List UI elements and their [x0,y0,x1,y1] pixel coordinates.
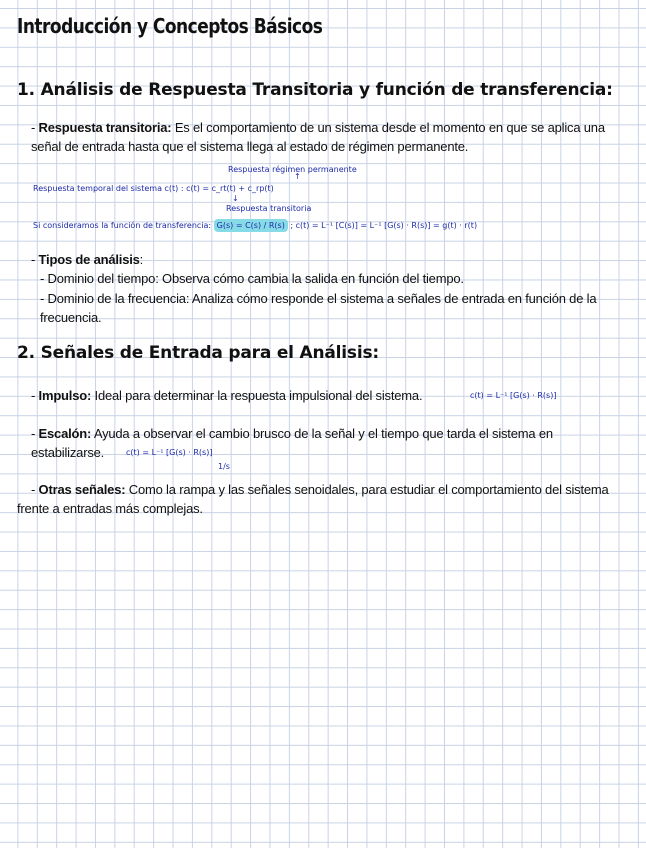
text: Es el comportamiento de un sistema desde el momento en que se aplica una señal de entrada hasta que el sistema llega al estado de régimen permanente. [31,120,605,155]
text: Ideal para determinar la respuesta impulsional del sistema. [91,388,423,403]
handwritten-transitoria: Respuesta transitoria [226,204,312,213]
label: Respuesta transitoria: [38,120,172,135]
tipos-item: - Dominio de la frecuencia: Analiza cómo responde el sistema a señales de entrada en función de la frecuencia. [40,291,597,326]
handwritten-response-eq: Respuesta temporal del sistema c(t) : c(t) = c_rt(t) + c_rp(t) [33,184,274,193]
tipos-heading: - Tipos de análisis: [31,252,144,267]
tf-highlight: G(s) = C(s) / R(s) [214,219,288,232]
tf-intro: Si consideramos la función de transferencia: [33,221,212,230]
arrow-up-icon: ↑ [294,172,301,181]
tipos-item: - Dominio del tiempo: Observa cómo cambia la salida en función del tiempo. [40,271,464,286]
colon: : [139,252,144,267]
tf-rest: ; c(t) = L⁻¹ [C(s)] = L⁻¹ [G(s) · R(s)] = g(t) · r(t) [290,221,478,230]
impulso-paragraph: - Impulso: Ideal para determinar la respuesta impulsional del sistema. [31,388,423,403]
page-title: Introducción y Conceptos Básicos [17,14,323,38]
label: Tipos de análisis [38,252,140,267]
handwritten-regimen: Respuesta régimen permanente [228,165,357,174]
section-1-heading: 1. Análisis de Respuesta Transitoria y función de transferencia: [17,80,613,100]
handwritten-impulso-eq: c(t) = L⁻¹ [G(s) · R(s)] [470,391,557,400]
section-2-heading: 2. Señales de Entrada para el Análisis: [17,343,379,363]
handwritten-escalon-eq: c(t) = L⁻¹ [G(s) · R(s)] [126,448,213,457]
label: Otras señales: [38,482,126,497]
respuesta-transitoria-paragraph: - Respuesta transitoria: Es el comportamiento de un sistema desde el momento en que se aplica una señal de entrada hasta que el sistema llega al estado de régimen permanente. [31,120,605,155]
label: Impulso: [38,388,92,403]
text: Ayuda a observar el cambio brusco de la señal y el tiempo que tarda el sistema en estabilizarse. [31,426,553,461]
text: Como la rampa y las señales senoidales, para estudiar el comportamiento del sistema frente a entradas más complejas. [17,482,609,517]
otras-paragraph: - Otras señales: Como la rampa y las señales senoidales, para estudiar el comportamiento del sistema frente a entradas más complejas. [17,482,609,517]
label: Escalón: [38,426,92,441]
handwritten-escalon-sub: 1/s [218,462,230,471]
arrow-down-icon: ↓ [232,194,239,203]
handwritten-tf-line [33,221,477,230]
escalon-paragraph: - Escalón: Ayuda a observar el cambio brusco de la señal y el tiempo que tarda el sistema en estabilizarse. [31,426,553,461]
